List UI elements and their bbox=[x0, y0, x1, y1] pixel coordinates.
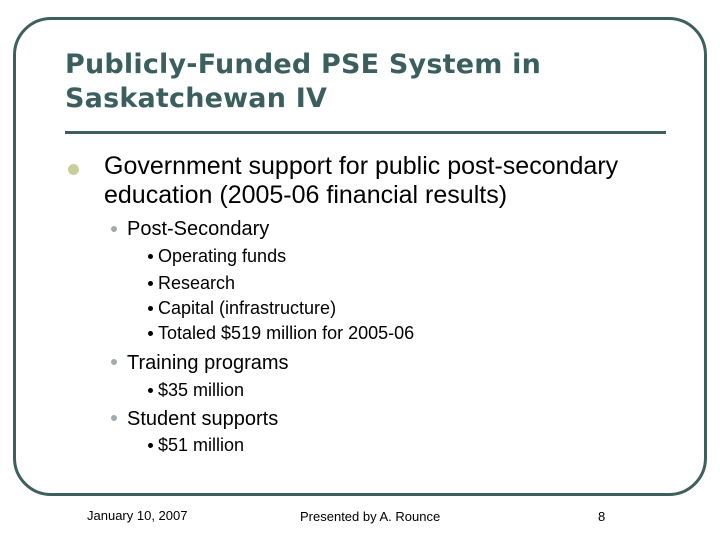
list-item bbox=[148, 297, 336, 319]
bullet-icon bbox=[148, 443, 153, 448]
bullet-icon bbox=[148, 388, 153, 393]
slide-title-line-1: Publicly-Funded PSE System in bbox=[65, 49, 542, 80]
section-label-training-programs: Training programs bbox=[127, 352, 289, 374]
bullet-icon bbox=[148, 254, 153, 259]
main-point bbox=[104, 152, 674, 210]
main-point-line-2: education (2005-06 financial results) bbox=[104, 181, 508, 209]
bullet-icon bbox=[148, 331, 153, 336]
section-label-student-supports: Student supports bbox=[127, 408, 279, 430]
slide-title bbox=[65, 48, 665, 116]
list-item-text: $51 million bbox=[158, 435, 245, 455]
list-item bbox=[148, 245, 286, 267]
slide-title-line-2: Saskatchewan IV bbox=[65, 83, 328, 114]
list-item-text: Research bbox=[158, 273, 236, 293]
bullet-icon bbox=[148, 281, 153, 286]
list-item-text: Totaled $519 million for 2005-06 bbox=[158, 323, 415, 343]
list-item-text: Operating funds bbox=[158, 246, 287, 266]
bullet-icon bbox=[148, 306, 153, 311]
main-point-line-1: Government support for public post-secondary bbox=[104, 152, 619, 180]
main-bullet-icon bbox=[68, 164, 79, 175]
list-item-text: Capital (infrastructure) bbox=[158, 298, 337, 318]
list-item-text: $35 million bbox=[158, 380, 245, 400]
list-item bbox=[148, 322, 414, 344]
list-item bbox=[148, 272, 235, 294]
footer-date: January 10, 2007 bbox=[87, 508, 188, 523]
list-item bbox=[148, 379, 244, 401]
footer-presenter: Presented by A. Rounce bbox=[300, 509, 441, 524]
section-label-post-secondary: Post-Secondary bbox=[127, 218, 270, 240]
section-bullet-icon bbox=[111, 415, 117, 421]
section-bullet-icon bbox=[111, 359, 117, 365]
section-bullet-icon bbox=[111, 226, 117, 232]
page-number: 8 bbox=[598, 509, 606, 524]
list-item bbox=[148, 434, 244, 456]
title-divider bbox=[65, 131, 666, 134]
